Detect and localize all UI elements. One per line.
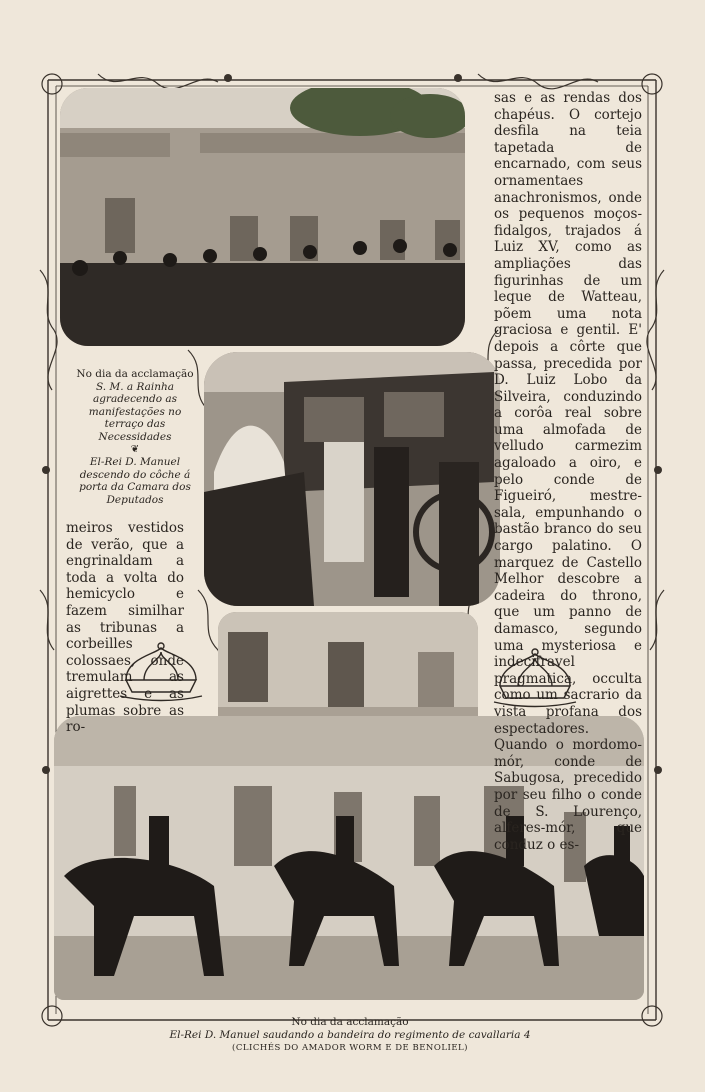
article-left-column	[66, 520, 184, 736]
photo-queen-terrace-crowd	[60, 88, 465, 346]
photo-king-coach	[204, 352, 500, 606]
caption-bottom-photo	[140, 1016, 560, 1054]
caption-date: No dia da acclamação	[291, 1016, 409, 1028]
article-right-column	[494, 90, 642, 853]
article-paragraph: meiros vestidos de verão, que a engrinaldam a toda a volta do hemicyclo e fazem similhar as tribunas a corbeilles colossaes, onde tremulam as aigrettes e as plumas sobre as ro-	[66, 520, 184, 736]
photo-credit: (CLICHÉS DO AMADOR WORM E DE BENOLIEL)	[232, 1042, 468, 1053]
caption-middle-photos	[70, 368, 200, 507]
caption-king-coach: El-Rei D. Manuel descendo do côche á porta da Camara dos Deputados	[79, 456, 191, 506]
article-paragraph: sas e as rendas dos chapéus. O cortejo desfila na teia tapetada de encarnado, com seus ornamentaes anachronismos, onde os pequenos moços-fidalgos, trajados á Luiz XV, como as ampliações das figurinhas de um leque de Watteau, põem uma nota graciosa e gentil. E' depois a côrte que passa, precedida por D. Luiz Lobo da Silveira, conduzindo a corôa real sobre uma almofada de velludo carmezim agaloado a oiro, e pelo conde de Figueiró, mestre-sala, empunhando o bastão branco do seu cargo palatino. O marquez de Castello Melhor descobre a cadeira do throno, que um panno de damasco, segundo uma mysteriosa e indecifravel pragmatica, occulta como um sacrario da vista profana dos espectadores. Quando o mordomo-mór, conde de Sabugosa, precedido por seu filho o conde de S. Lourenço, alferes-mór, que conduz o es-	[494, 90, 642, 853]
photo-building-windows	[218, 612, 478, 720]
caption-king-cavalry: El-Rei D. Manuel saudando a bandeira do regimento de cavallaria 4	[169, 1028, 531, 1041]
caption-separator: ❦	[130, 443, 140, 455]
caption-date: No dia da acclamação	[76, 368, 194, 380]
caption-queen: S. M. a Rainha agradecendo as manifestações no terraço das Necessidades	[88, 380, 182, 443]
